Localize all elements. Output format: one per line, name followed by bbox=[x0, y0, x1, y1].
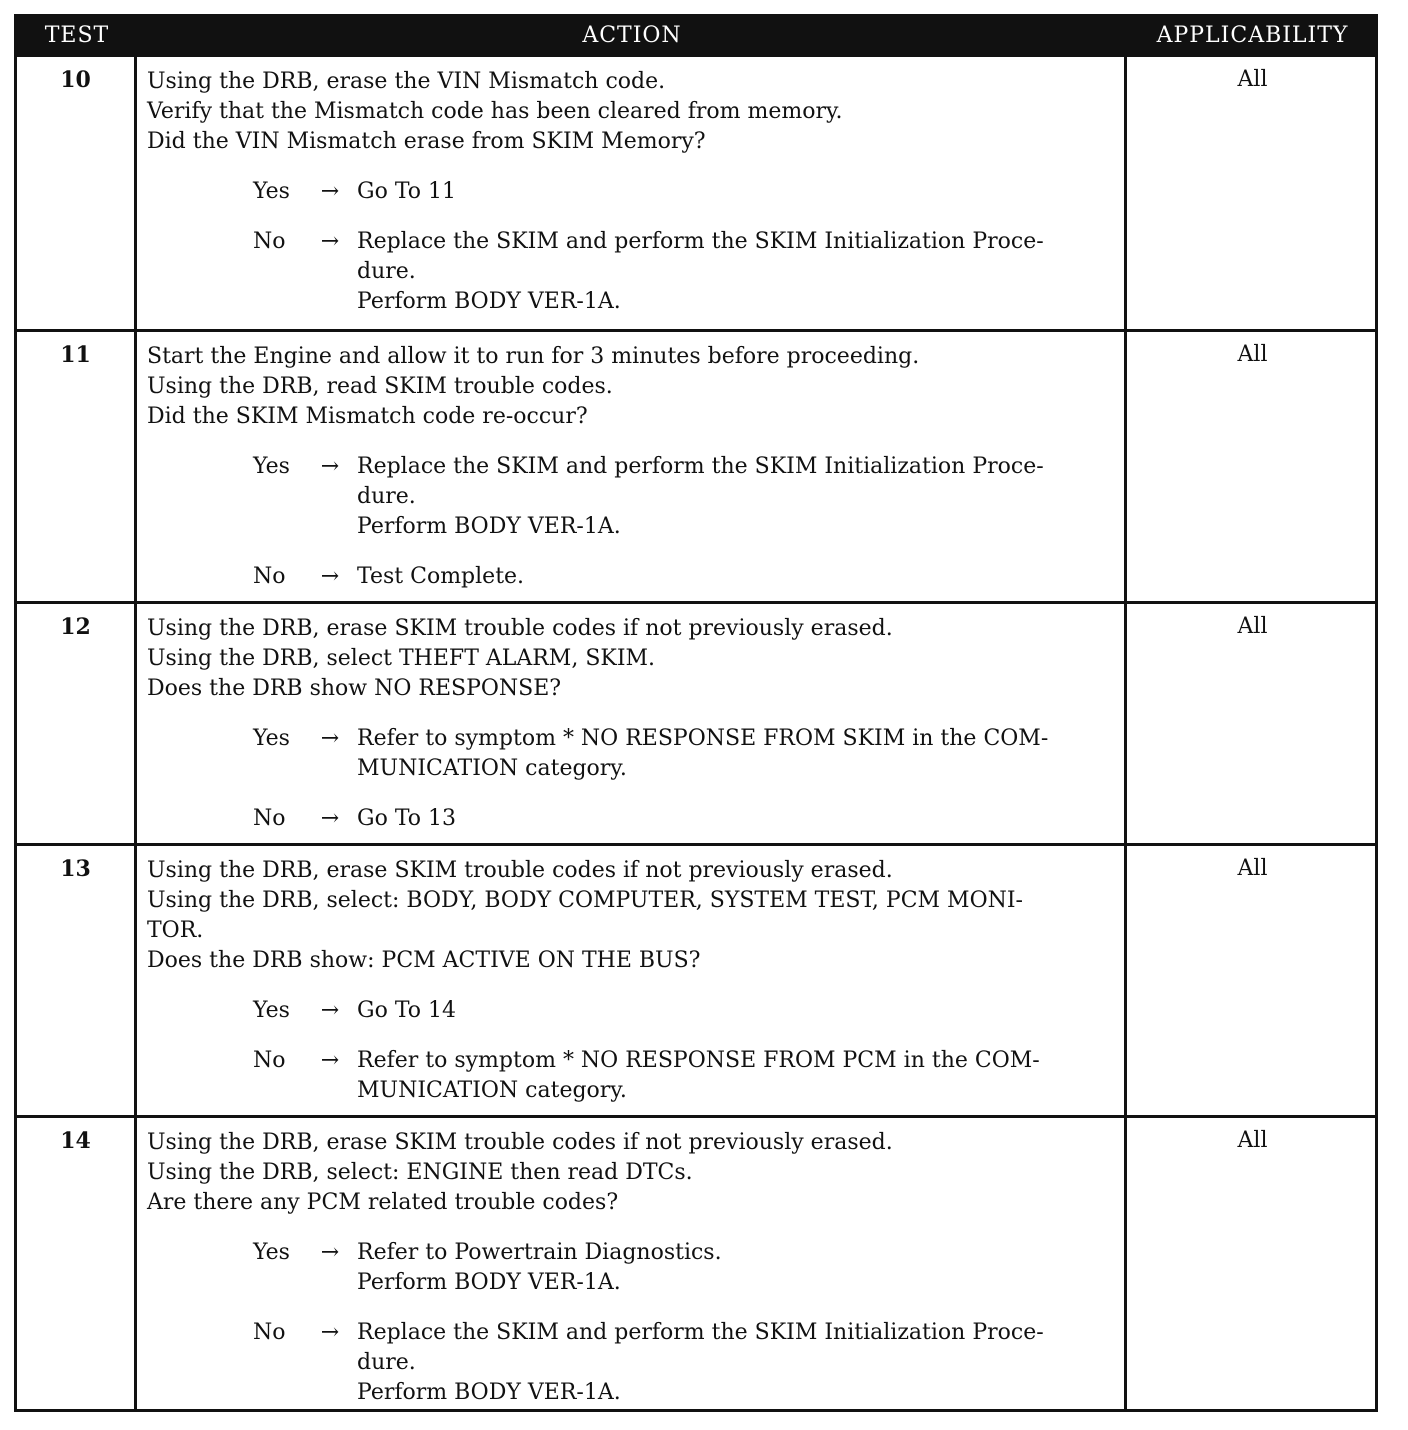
branch-text: Replace the SKIM and perform the SKIM Initialization Proce- bbox=[357, 1320, 1044, 1345]
header-applicability: APPLICABILITY bbox=[1156, 23, 1349, 48]
table-row bbox=[17, 57, 1375, 329]
branch-label: Yes bbox=[253, 1240, 290, 1265]
action-line: Using the DRB, erase SKIM trouble codes if not previously erased. bbox=[147, 1130, 893, 1155]
action-line: TOR. bbox=[147, 918, 204, 943]
table-header bbox=[17, 17, 1375, 57]
table-row bbox=[17, 601, 1375, 843]
arrow-icon: → bbox=[320, 806, 340, 831]
branch-label: No bbox=[253, 1320, 286, 1345]
table-row bbox=[17, 329, 1375, 601]
branch-text: Perform BODY VER-1A. bbox=[357, 1380, 621, 1405]
branch-no bbox=[147, 562, 1114, 592]
action-line: Does the DRB show NO RESPONSE? bbox=[147, 676, 562, 701]
test-number: 11 bbox=[17, 332, 137, 601]
branch-yes bbox=[147, 724, 1114, 784]
branch-label: No bbox=[253, 1048, 286, 1073]
branch-no bbox=[147, 227, 1114, 317]
branch-yes bbox=[147, 452, 1114, 542]
test-number: 13 bbox=[17, 846, 137, 1115]
header-test: TEST bbox=[44, 23, 110, 48]
arrow-icon: → bbox=[320, 1320, 340, 1345]
branch-text: MUNICATION category. bbox=[357, 1078, 627, 1103]
arrow-icon: → bbox=[320, 564, 340, 589]
action-line: Does the DRB show: PCM ACTIVE ON THE BUS? bbox=[147, 948, 701, 973]
branch-text: Replace the SKIM and perform the SKIM Initialization Proce- bbox=[357, 454, 1044, 479]
branch-label: Yes bbox=[253, 998, 290, 1023]
branch-no bbox=[147, 804, 1114, 834]
applicability-value: All bbox=[1237, 342, 1268, 367]
action-line: Verify that the Mismatch code has been cleared from memory. bbox=[147, 99, 843, 124]
action-cell bbox=[137, 57, 1127, 329]
branch-label: Yes bbox=[253, 179, 290, 204]
branch-text: Go To 13 bbox=[357, 806, 457, 831]
table-row bbox=[17, 843, 1375, 1115]
applicability-value: All bbox=[1237, 614, 1268, 639]
branch-label: Yes bbox=[253, 726, 290, 751]
test-number: 10 bbox=[17, 57, 137, 329]
action-cell bbox=[137, 846, 1127, 1115]
arrow-icon: → bbox=[320, 1240, 340, 1265]
branch-yes bbox=[147, 996, 1114, 1026]
action-line: Did the SKIM Mismatch code re-occur? bbox=[147, 404, 588, 429]
branch-text: Go To 11 bbox=[357, 179, 457, 204]
branch-text: dure. bbox=[357, 1350, 416, 1375]
header-action: ACTION bbox=[582, 23, 682, 48]
branch-no bbox=[147, 1318, 1114, 1408]
branch-text: Refer to symptom * NO RESPONSE FROM SKIM in the COM- bbox=[357, 726, 1049, 751]
action-line: Using the DRB, erase the VIN Mismatch code. bbox=[147, 69, 666, 94]
arrow-icon: → bbox=[320, 998, 340, 1023]
action-cell bbox=[137, 332, 1127, 601]
branch-text: Perform BODY VER-1A. bbox=[357, 289, 621, 314]
arrow-icon: → bbox=[320, 179, 340, 204]
branch-label: No bbox=[253, 806, 286, 831]
branch-yes bbox=[147, 1238, 1114, 1298]
branch-label: No bbox=[253, 564, 286, 589]
branch-no bbox=[147, 1046, 1114, 1106]
arrow-icon: → bbox=[320, 454, 340, 479]
branch-text: MUNICATION category. bbox=[357, 756, 627, 781]
action-line: Using the DRB, read SKIM trouble codes. bbox=[147, 374, 613, 399]
action-line: Are there any PCM related trouble codes? bbox=[147, 1190, 619, 1215]
action-line: Using the DRB, erase SKIM trouble codes if not previously erased. bbox=[147, 616, 893, 641]
branch-text: Refer to Powertrain Diagnostics. bbox=[357, 1240, 722, 1265]
action-line: Did the VIN Mismatch erase from SKIM Memory? bbox=[147, 129, 706, 154]
action-cell bbox=[137, 604, 1127, 843]
action-line: Using the DRB, select: ENGINE then read DTCs. bbox=[147, 1160, 693, 1185]
branch-text: dure. bbox=[357, 259, 416, 284]
branch-text: Go To 14 bbox=[357, 998, 457, 1023]
arrow-icon: → bbox=[320, 229, 340, 254]
applicability-value: All bbox=[1237, 67, 1268, 92]
branch-text: Perform BODY VER-1A. bbox=[357, 1270, 621, 1295]
applicability-value: All bbox=[1237, 856, 1268, 881]
branch-text: Refer to symptom * NO RESPONSE FROM PCM in the COM- bbox=[357, 1048, 1040, 1073]
action-line: Using the DRB, erase SKIM trouble codes if not previously erased. bbox=[147, 858, 893, 883]
action-cell bbox=[137, 1118, 1127, 1409]
action-line: Using the DRB, select: BODY, BODY COMPUTER, SYSTEM TEST, PCM MONI- bbox=[147, 888, 1023, 913]
diagnostic-table bbox=[14, 14, 1378, 1412]
action-line: Start the Engine and allow it to run for 3 minutes before proceeding. bbox=[147, 344, 920, 369]
branch-yes bbox=[147, 177, 1114, 207]
table-row bbox=[17, 1115, 1375, 1409]
branch-text: Test Complete. bbox=[357, 564, 525, 589]
action-line: Using the DRB, select THEFT ALARM, SKIM. bbox=[147, 646, 656, 671]
applicability-value: All bbox=[1237, 1128, 1268, 1153]
branch-text: Replace the SKIM and perform the SKIM Initialization Proce- bbox=[357, 229, 1044, 254]
branch-label: Yes bbox=[253, 454, 290, 479]
branch-text: dure. bbox=[357, 484, 416, 509]
test-number: 12 bbox=[17, 604, 137, 843]
branch-text: Perform BODY VER-1A. bbox=[357, 514, 621, 539]
arrow-icon: → bbox=[320, 726, 340, 751]
branch-label: No bbox=[253, 229, 286, 254]
arrow-icon: → bbox=[320, 1048, 340, 1073]
test-number: 14 bbox=[17, 1118, 137, 1409]
